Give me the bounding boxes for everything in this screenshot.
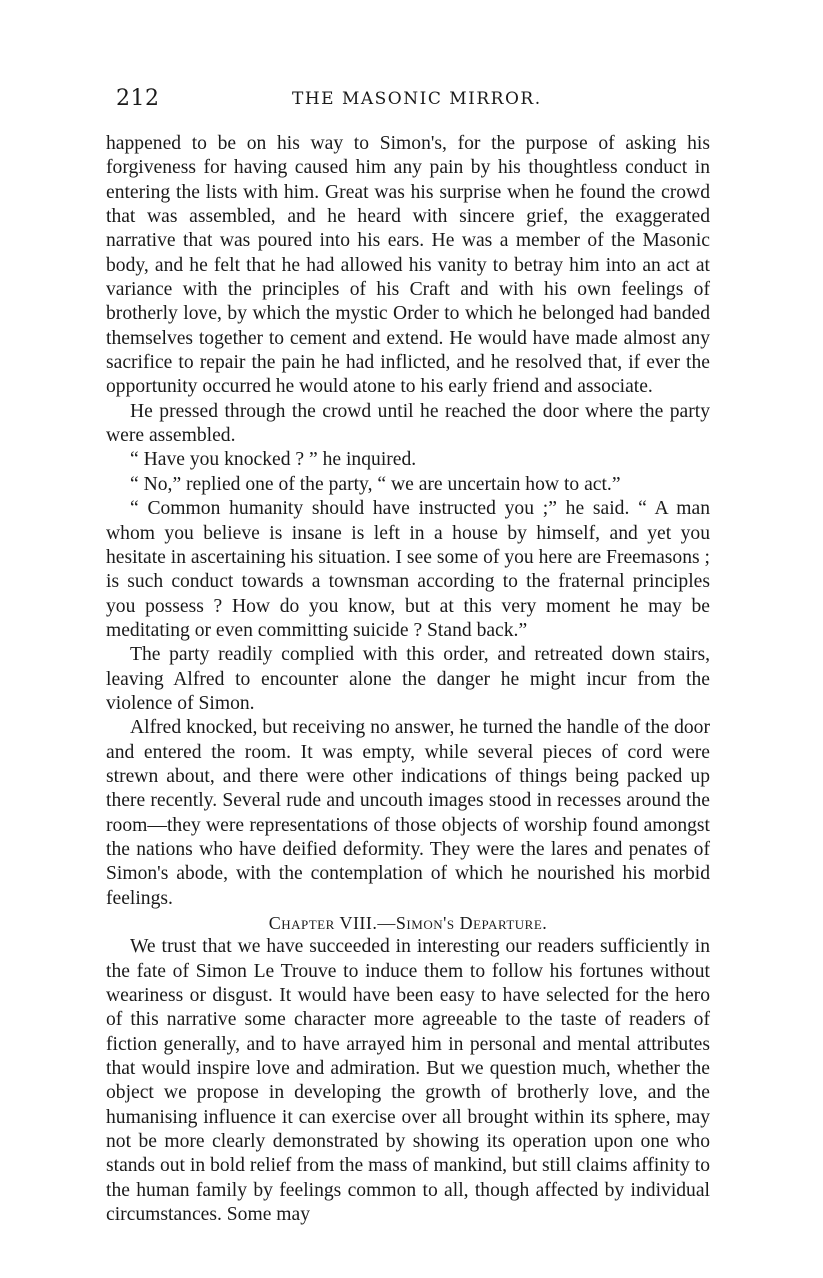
- body-text: [106, 132, 710, 1227]
- chapter-paragraph: We trust that we have succeeded in interesting our readers sufficiently in the fate of Simon Le Trouve to induce them to follow his fortunes without weariness or disgust. It would have been easy to have selected for the hero of this narrative some character more agreeable to the taste of readers of fiction generally, and to have arrayed him in personal and mental attributes that would inspire love and admiration. But we question much, whether the object we propose in developing the growth of brotherly love, and the humanising influence it can exercise over all brought within its sphere, may not be more clearly demonstrated by showing its operation upon one who stands out in bold relief from the mass of mankind, but still claims affinity to the human family by feelings common to all, though affected by individual circumstances. Some may: [106, 936, 710, 1226]
- paragraph: “ No,” replied one of the party, “ we are uncertain how to act.”: [130, 473, 621, 495]
- chapter-heading: Chapter VIII.—Simon's Departure.: [268, 913, 548, 933]
- paragraph-continued: happened to be on his way to Simon's, for the purpose of asking his forgiveness for having caused him any pain by his thoughtless conduct in entering the lists with him. Great was his surprise when he found the crowd that was assembled, and he heard with sincere grief, the exaggerated narrative that was poured into his ears. He was a member of the Masonic body, and he felt that he had allowed his vanity to betray him into an act at variance with the principles of his Craft and with his own feelings of brotherly love, by which the mystic Order to which he belonged had banded themselves together to cement and extend. He would have made almost any sacrifice to repair the pain he had inflicted, and he resolved that, if ever the opportunity occurred he would atone to his early friend and associate.: [106, 133, 710, 398]
- paragraph: “ Common humanity should have instructed you ;” he said. “ A man whom you believe is insane is left in a house by himself, and yet you hesitate in ascertaining his situation. I see some of you here are Freemasons ; is such conduct towards a townsman according to the fraternal principles you possess ? How do you know, but at this very moment he may be meditating or even committing suicide ? Stand back.”: [106, 498, 710, 641]
- paragraph: The party readily complied with this order, and retreated down stairs, leaving Alfred to encounter alone the danger he might incur from the violence of Simon.: [106, 644, 710, 714]
- running-title: THE MASONIC MIRROR.: [292, 89, 542, 109]
- page-number: 212: [116, 86, 160, 111]
- paragraph: Alfred knocked, but receiving no answer, he turned the handle of the door and entered the room. It was empty, while several pieces of cord were strewn about, and there were other indications of things being packed up there recently. Several rude and uncouth images stood in recesses around the room—they were representations of those objects of worship found amongst the nations who have deified deformity. They were the lares and penates of Simon's abode, with the contemplation of which he nourished his morbid feelings.: [106, 717, 710, 909]
- page-header: [116, 86, 712, 120]
- paragraph: “ Have you knocked ? ” he inquired.: [130, 449, 417, 471]
- paragraph: He pressed through the crowd until he reached the door where the party were assembled.: [106, 400, 710, 447]
